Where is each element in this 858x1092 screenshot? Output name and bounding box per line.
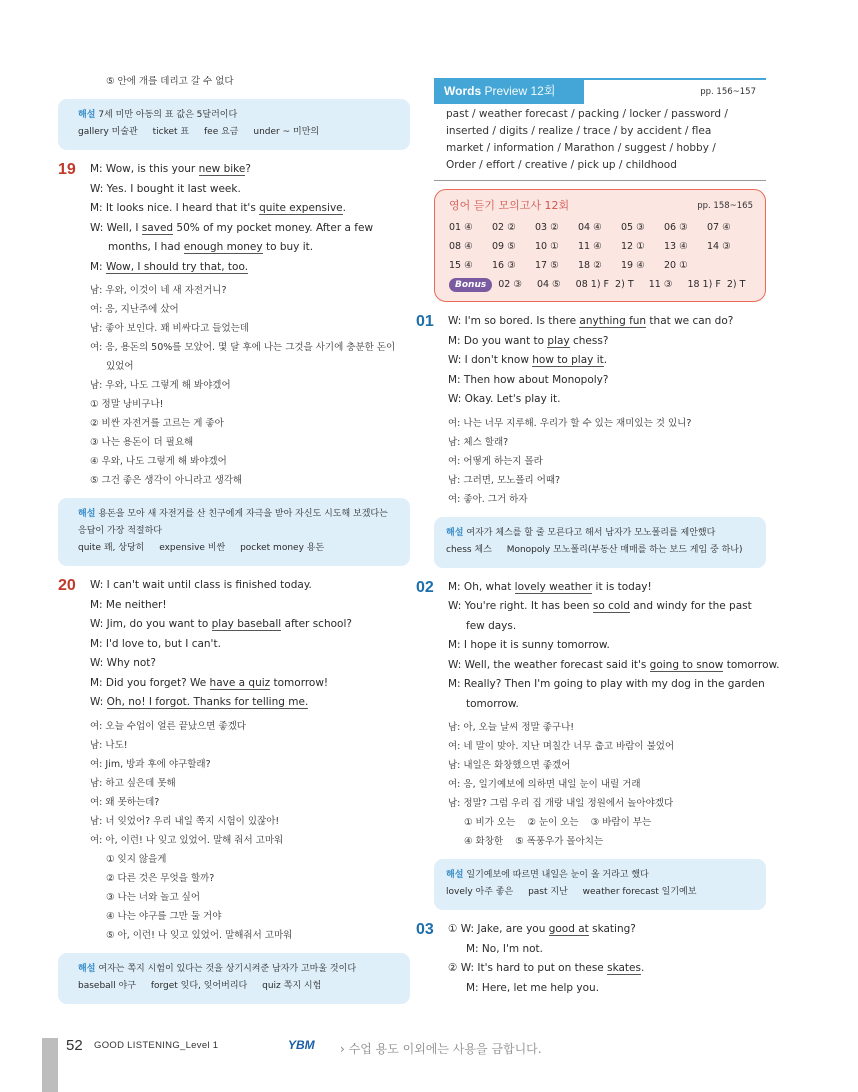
question-number: 02 — [416, 578, 434, 596]
words-tab-bold: Words — [444, 84, 482, 98]
script-line — [448, 371, 766, 391]
question-20 — [58, 576, 410, 945]
question-number: 19 — [58, 161, 76, 178]
option-item: ① 잊지 않을게 — [106, 853, 167, 865]
underlined-phrase: going to snow — [649, 658, 724, 671]
answer-item: 02 ② — [492, 222, 516, 233]
answer-key-title: 영어 듣기 모의고사 12회 — [449, 199, 570, 212]
translation-line: 남: 우와, 이것이 네 새 자전거니? — [90, 285, 227, 296]
translation-line: 여: 응, 용돈의 50%를 모았어. 몇 달 후에 나는 그것을 사기에 충분한 돈이 — [90, 342, 396, 353]
vocab-item: ticket 표 — [152, 127, 190, 137]
translation-02 — [448, 718, 766, 851]
script-text: tomorrow. — [466, 697, 519, 710]
answer-item: 12 ① — [621, 241, 645, 252]
underlined-phrase: so cold — [592, 600, 630, 612]
words-list — [416, 104, 766, 174]
script-line — [448, 940, 766, 960]
script-text: ① W: Jake, are you — [448, 923, 549, 935]
question-number: 03 — [416, 921, 434, 938]
answer-item: 19 ④ — [621, 260, 645, 271]
vocab-item: lovely 아주 좋은 — [446, 887, 514, 897]
vocab-line — [446, 884, 754, 901]
answer-row — [449, 218, 753, 237]
underlined-phrase: play baseball — [211, 618, 282, 630]
script-line — [90, 576, 410, 596]
left-column — [58, 72, 410, 1014]
vocab-line — [446, 542, 754, 559]
script-line — [448, 656, 780, 676]
question-03 — [416, 920, 766, 998]
script-text: M: — [90, 260, 106, 273]
underlined-phrase: have a quiz — [209, 676, 271, 689]
underlined-phrase: anything fun — [579, 315, 647, 327]
publisher-logo: YBM — [288, 1038, 315, 1052]
explanation-text: 일기예보에 따르면 내일은 눈이 올 거라고 했다 — [466, 870, 649, 880]
words-preview-tab — [434, 78, 584, 104]
translation-line: 남: 아, 오늘 날씨 정말 좋구나! — [448, 722, 575, 733]
translation-line: 여: 네 말이 맞아. 지난 며칠간 너무 춥고 바람이 불었어 — [448, 741, 675, 752]
underlined-phrase: skates — [607, 962, 641, 974]
words-line: past / weather forecast / packing / locker / password / — [446, 108, 728, 120]
script-line — [448, 979, 766, 999]
vocab-item: quiz 쪽지 시험 — [262, 980, 322, 991]
words-header-rule — [584, 78, 766, 80]
answer-item: 11 ④ — [578, 241, 602, 252]
vocab-item: Monopoly 모노폴리(부동산 매매를 하는 보드 게임 중 하나) — [506, 544, 743, 555]
script-text: . — [603, 354, 608, 366]
question-number: 20 — [58, 577, 76, 594]
script-line — [448, 312, 766, 332]
script-text: W: Yes. I bought it last week. — [90, 182, 241, 195]
script-line — [448, 390, 766, 410]
script-line — [448, 636, 766, 656]
script-text: ② W: It's hard to put on these — [448, 962, 608, 974]
script-line — [448, 959, 766, 979]
answer-item: 13 ④ — [664, 241, 688, 252]
vocab-item: weather forecast 일기예보 — [582, 887, 697, 897]
question-01 — [416, 312, 766, 509]
translation-line: 여: 응, 일기예보에 의하면 내일 눈이 내릴 거래 — [448, 779, 641, 790]
option-item: ② 비싼 자전거를 고르는 게 좋아 — [90, 418, 224, 429]
vocab-line — [78, 124, 398, 141]
question-02 — [416, 578, 780, 852]
explanation-label: 해설 — [446, 527, 464, 538]
answer-key-header — [449, 198, 753, 214]
script-text: W: Why not? — [90, 657, 156, 669]
script-03 — [448, 920, 766, 998]
script-text: and windy for the past — [629, 600, 752, 612]
underlined-phrase: quite expensive — [259, 202, 343, 214]
translation-line: 남: 그러면, 모노폴리 어때? — [448, 474, 561, 486]
script-line — [90, 635, 410, 655]
script-text: M: Did you forget? We — [90, 676, 210, 689]
explanation-label: 해설 — [446, 870, 464, 880]
script-line — [448, 617, 766, 637]
translation-line: 여: Jim, 방과 후에 야구할래? — [90, 758, 211, 770]
script-line — [448, 695, 766, 715]
translation-20 — [90, 717, 410, 945]
script-line — [90, 160, 410, 180]
answer-item: 15 ④ — [449, 260, 473, 271]
answer-item: 04 ④ — [578, 222, 602, 233]
words-line: inserted / digits / realize / trace / by accident / flea — [446, 125, 712, 137]
script-text: M: Do you want to — [448, 334, 548, 347]
vocab-item: gallery 미술관 — [78, 127, 138, 137]
vocab-item: quite 꽤, 상당히 — [78, 543, 145, 553]
translation-01 — [448, 414, 766, 509]
script-line — [448, 597, 766, 617]
script-line — [448, 675, 766, 695]
script-text: chess? — [569, 334, 609, 347]
script-01 — [448, 312, 766, 410]
explanation-box — [58, 498, 410, 566]
answer-item: 01 ④ — [449, 222, 473, 233]
script-line — [90, 674, 410, 694]
translation-line: 여: 왜 못하는데? — [90, 796, 160, 808]
script-02 — [448, 578, 780, 715]
script-text: tomorrow! — [270, 676, 329, 689]
words-line: market / information / Marathon / suggest / hobby / — [446, 142, 716, 154]
explanation-box — [434, 517, 766, 568]
explanation-box — [434, 859, 766, 910]
translation-line: 여: 아, 이런! 나 잊고 있었어. 말해 줘서 고마워 — [90, 834, 284, 846]
script-line — [90, 219, 410, 239]
script-text: M: I hope it is sunny tomorrow. — [448, 639, 610, 651]
explanation-label: 해설 — [78, 110, 96, 120]
underlined-phrase: how to play it — [532, 354, 604, 366]
option-item: ③ 나는 용돈이 더 필요해 — [90, 437, 194, 448]
answer-item: 14 ③ — [707, 241, 731, 252]
script-text: W: Well, the weather forecast said it's — [448, 658, 650, 671]
script-text: W: I can't wait until class is finished today. — [90, 579, 312, 591]
vocab-item: chess 체스 — [446, 544, 492, 555]
vocab-line — [78, 540, 398, 557]
script-text: M: Here, let me help you. — [466, 981, 600, 994]
script-text: skating? — [588, 923, 636, 935]
script-text: months, I had — [108, 241, 184, 253]
answer-item: 09 ⑤ — [492, 241, 516, 252]
words-tab-light: Preview 12회 — [484, 84, 556, 98]
underlined-phrase: Oh, no! I forgot. Thanks for telling me. — [106, 696, 309, 708]
script-line — [448, 351, 766, 371]
answer-row — [449, 256, 753, 275]
answer-item: 10 ① — [535, 241, 559, 252]
script-text: ? — [245, 163, 251, 175]
script-line — [90, 238, 410, 258]
script-19 — [90, 160, 410, 277]
option-item: ⑤ 아, 이런! 나 잊고 있었어. 말해줘서 고마워 — [106, 929, 293, 941]
script-text: . — [342, 202, 346, 214]
answer-item: 16 ③ — [492, 260, 516, 271]
translation-line: 여: 어떻게 하는지 몰라 — [448, 455, 543, 467]
answer-item: 06 ③ — [664, 222, 688, 233]
translation-line: 있었어 — [106, 361, 134, 372]
vocab-item: pocket money 용돈 — [240, 543, 325, 553]
underlined-phrase: saved — [141, 221, 174, 234]
answer-item: 05 ③ — [621, 222, 645, 233]
answer-rows — [449, 218, 753, 275]
option-item: ① 비가 오는 ② 눈이 오는 ③ 바람이 부는 — [464, 817, 652, 828]
question-19 — [58, 160, 410, 490]
option-item: ① 정말 낭비구나! — [90, 399, 164, 410]
script-line — [90, 199, 410, 219]
usage-notice: › 수업 용도 이외에는 사용을 금합니다. — [340, 1042, 542, 1056]
script-text: W: Well, I — [90, 221, 142, 234]
script-text: 50% of my pocket money. After a few — [173, 221, 374, 234]
explanation-text: 여자는 쪽지 시험이 있다는 것을 상기시켜준 남자가 고마울 것이다 — [98, 963, 357, 974]
explanation-box — [58, 99, 410, 150]
script-text: to buy it. — [262, 241, 314, 253]
script-text: M: It looks nice. I heard that it's — [90, 202, 260, 214]
script-line — [90, 693, 410, 713]
underlined-phrase: lovely weather — [514, 580, 593, 593]
translation-line: 여: 응, 지난주에 샀어 — [90, 304, 179, 315]
answer-item: 18 ② — [578, 260, 602, 271]
underlined-phrase: play — [547, 334, 570, 347]
footer-side-bar — [42, 1038, 58, 1092]
translation-line: 여: 나는 너무 지루해. 우리가 할 수 있는 재미있는 것 있니? — [448, 417, 692, 429]
script-text: M: Me neither! — [90, 598, 167, 611]
explanation-label: 해설 — [78, 509, 96, 519]
answer-item: 08 ④ — [449, 241, 473, 252]
answer-key-box — [434, 189, 766, 302]
answer-key-pages: pp. 158~165 — [697, 201, 753, 211]
explanation-text: 용돈을 모아 새 자전거를 산 친구에게 자극을 받아 자신도 시도해 보겠다는 응답이 가장 적절하다 — [78, 509, 388, 536]
translation-line: 여: 좋아. 그거 하자 — [448, 493, 528, 505]
divider — [434, 180, 766, 181]
translation-19 — [90, 281, 410, 490]
bonus-badge: Bonus — [449, 278, 492, 292]
underlined-phrase: enough money — [183, 241, 263, 253]
script-text: W: Jim, do you want to — [90, 618, 212, 630]
answer-item: 03 ② — [535, 222, 559, 233]
translation-line: 여: 오늘 수업이 얼른 끝났으면 좋겠다 — [90, 720, 246, 732]
script-text: . — [640, 962, 645, 974]
option-item: ④ 나는 야구를 그만 둘 거야 — [106, 910, 222, 922]
vocab-item: under ~ 미만의 — [253, 127, 320, 137]
underlined-phrase: Wow, I should try that, too. — [105, 260, 249, 273]
answer-item: 20 ① — [664, 260, 688, 271]
underlined-phrase: good at — [548, 923, 589, 935]
script-text: that we can do? — [646, 315, 734, 327]
book-title: GOOD LISTENING_Level 1 — [94, 1040, 219, 1051]
vocab-item: fee 요금 — [204, 127, 239, 137]
vocab-item: past 지난 — [528, 887, 568, 897]
bonus-answers: 02 ③ 04 ⑤ 08 1) F 2) T 11 ③ 18 1) F 2) T — [498, 279, 746, 290]
bonus-row — [449, 275, 753, 294]
explanation-text: 7세 미만 아동의 표 값은 5달러이다 — [98, 110, 238, 120]
translation-line: 남: 내일은 화창했으면 좋겠어 — [448, 760, 571, 771]
option-item: ⑤ 안에 개를 데리고 갈 수 없다 — [106, 76, 234, 87]
answer-row — [449, 237, 753, 256]
script-text: it is today! — [592, 580, 652, 593]
script-line — [448, 578, 766, 598]
question-number: 01 — [416, 313, 434, 330]
underlined-phrase: new bike — [198, 163, 246, 175]
translation-line: 남: 우와, 나도 그렇게 해 봐야겠어 — [90, 380, 231, 391]
option-item: ④ 우와, 나도 그렇게 해 봐야겠어 — [90, 456, 227, 467]
script-text: M: I'd love to, but I can't. — [90, 637, 221, 650]
script-line — [90, 654, 410, 674]
right-column — [416, 78, 780, 998]
script-text: W: You're right. It has been — [448, 600, 593, 612]
script-line — [90, 615, 410, 635]
script-text: M: No, I'm not. — [466, 942, 543, 955]
translation-line: 남: 정말? 그럼 우리 집 개랑 내일 정원에서 놀아야겠다 — [448, 798, 674, 809]
translation-line: 남: 하고 싶은데 못해 — [90, 777, 176, 789]
option-item: ⑤ 그건 좋은 생각이 아니라고 생각해 — [90, 475, 243, 486]
script-text: W: Okay. Let's play it. — [448, 393, 561, 405]
script-text: M: Wow, is this your — [90, 163, 199, 175]
vocab-item: forget 잊다, 잊어버리다 — [150, 980, 248, 991]
script-line — [90, 596, 410, 616]
script-text: W: I'm so bored. Is there — [448, 315, 580, 327]
page-number: 52 — [66, 1037, 83, 1054]
script-text: M: Then how about Monopoly? — [448, 373, 609, 386]
script-text: few days. — [466, 619, 517, 632]
script-text: after school? — [281, 618, 352, 630]
script-text: M: Oh, what — [448, 580, 515, 593]
script-text: tomorrow. — [723, 658, 780, 671]
script-line — [448, 920, 766, 940]
option-item: ③ 나는 너와 놀고 싶어 — [106, 891, 201, 903]
option-item: ② 다른 것은 무엇을 할까? — [106, 872, 215, 884]
explanation-text: 여자가 체스를 할 줄 모른다고 해서 남자가 모노폴리를 제안했다 — [466, 527, 716, 538]
vocab-item: expensive 비싼 — [159, 543, 226, 553]
translation-line: 남: 좋아 보인다. 꽤 비싸다고 들었는데 — [90, 323, 249, 334]
vocab-item: baseball 야구 — [78, 980, 136, 991]
vocab-line — [78, 978, 398, 995]
script-text: W: — [90, 696, 107, 708]
translation-line: 남: 너 잊었어? 우리 내일 쪽지 시험이 있잖아! — [90, 815, 280, 827]
words-preview-header — [416, 78, 766, 104]
answer-item: 07 ④ — [707, 222, 731, 233]
script-text: W: I don't know — [448, 354, 533, 366]
explanation-label: 해설 — [78, 963, 96, 974]
translation-line: 남: 나도! — [90, 739, 128, 751]
script-line — [90, 180, 410, 200]
script-line — [448, 332, 766, 352]
explanation-box — [58, 953, 410, 1004]
script-20 — [90, 576, 410, 713]
words-pages: pp. 156~157 — [700, 87, 756, 97]
script-line — [90, 258, 410, 278]
answer-item: 17 ⑤ — [535, 260, 559, 271]
words-line: Order / effort / creative / pick up / childhood — [446, 159, 677, 171]
script-text: M: Really? Then I'm going to play with my dog in the garden — [448, 678, 765, 690]
translation-line: 남: 체스 할래? — [448, 436, 509, 448]
option-item: ④ 화창한 ⑤ 폭풍우가 몰아치는 — [464, 836, 604, 847]
